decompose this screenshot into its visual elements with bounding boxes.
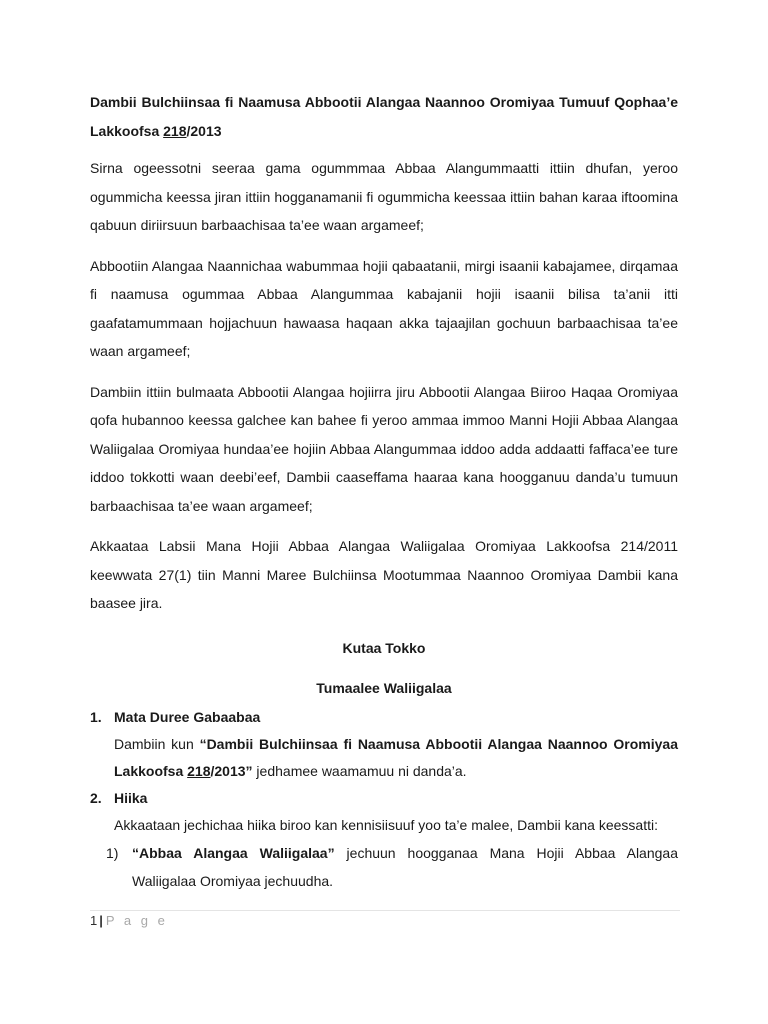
preamble-paragraph: Sirna ogeessotni seeraa gama ogummmaa Abbaa Alangummaatti ittiin dhufan, yeroo ogummicha keessa jiran ittiin hogganamanii fi ogummicha keessaa ittiin bahan karaa iftoomina qabuun diriirsuun barbaachisaa ta’ee waan argameef;	[90, 160, 678, 233]
quoted-number: 218	[187, 762, 211, 779]
definition-term: “Abbaa Alangaa Waliigalaa”	[132, 844, 335, 861]
preamble-paragraph: Abbootiin Alangaa Naannichaa wabummaa hojii qabaatanii, mirgi isaanii kabajamee, dirqamaa fi naamusa ogummaa Abbaa Alangummaa kabajanii hojii isaanii bilisa ta’anii itti gaafatamummaan hojjachuun hawaasa haqaan akka tajaajilan gochuun barbaachisaa ta’ee waan argameef;	[90, 257, 678, 359]
page-footer	[90, 910, 680, 928]
article-2	[90, 785, 678, 895]
title-number: 218	[163, 122, 187, 139]
part-heading: Kutaa Tokko	[342, 639, 426, 656]
title-text: Dambii Bulchiinsaa fi Naamusa Abbootii Alangaa Naannoo Oromiyaa Tumuuf Qophaa’e Lakkoofsa	[90, 94, 678, 139]
section-heading: Tumaalee Waliigalaa	[316, 679, 452, 696]
quoted-title: “Dambii Bulchiinsaa fi Naamusa Abbootii Alangaa Naannoo Oromiyaa Lakkoofsa	[114, 735, 678, 779]
article-title: Hiika	[114, 789, 148, 806]
article-title: Mata Duree Gabaabaa	[114, 708, 261, 725]
footer-separator: |	[99, 913, 103, 928]
definition-number: 1)	[106, 844, 119, 861]
article-number: 1.	[90, 708, 102, 725]
definition-text	[132, 839, 678, 895]
article-heading	[90, 704, 678, 731]
preamble-paragraph: Akkaataa Labsii Mana Hojii Abbaa Alangaa Waliigalaa Oromiyaa Lakkoofsa 214/2011 keewwata 27(1) tiin Manni Maree Bulchiinsa Mootummaa Naannoo Oromiyaa Dambii kana baasee jira.	[90, 538, 678, 611]
article-text: jedhamee waamamuu ni danda’a.	[252, 762, 467, 779]
document-page	[90, 88, 678, 895]
title-year: /2013	[186, 122, 222, 139]
article-body	[114, 731, 678, 785]
definition-item	[106, 839, 678, 895]
article-1	[90, 704, 678, 785]
page-number: 1	[90, 913, 98, 928]
quoted-year: /2013”	[210, 762, 253, 779]
preamble-paragraph: Dambiin ittiin bulmaata Abbootii Alangaa hojiirra jiru Abbootii Alangaa Biiroo Haqaa Oromiyaa qofa hubannoo keessa galchee kan bahee fi yeroo ammaa immoo Manni Hojii Abbaa Alangaa Waliigalaa Oromiyaa hundaa’ee hojiin Abbaa Alangummaa iddoo adda addaatti faffaca’ee ture iddoo tokkotti waan deebi’eef, Dambii caaseffama haaraa kana hoogganuu danda’u tumuun barbaachisaa ta’ee waan argameef;	[90, 383, 678, 514]
page-label: P a g e	[105, 913, 168, 928]
document-title	[90, 88, 678, 145]
definition-meaning: jechuun hoogganaa Mana Hojii Abbaa Alangaa Waliigalaa Oromiyaa jechuudha.	[132, 844, 678, 889]
article-body: Akkaataan jechichaa hiika biroo kan kennisiisuuf yoo ta’e malee, Dambii kana keessatti:	[114, 816, 658, 833]
article-heading	[90, 785, 678, 812]
article-text: Dambiin kun	[114, 735, 200, 752]
article-number: 2.	[90, 789, 102, 806]
